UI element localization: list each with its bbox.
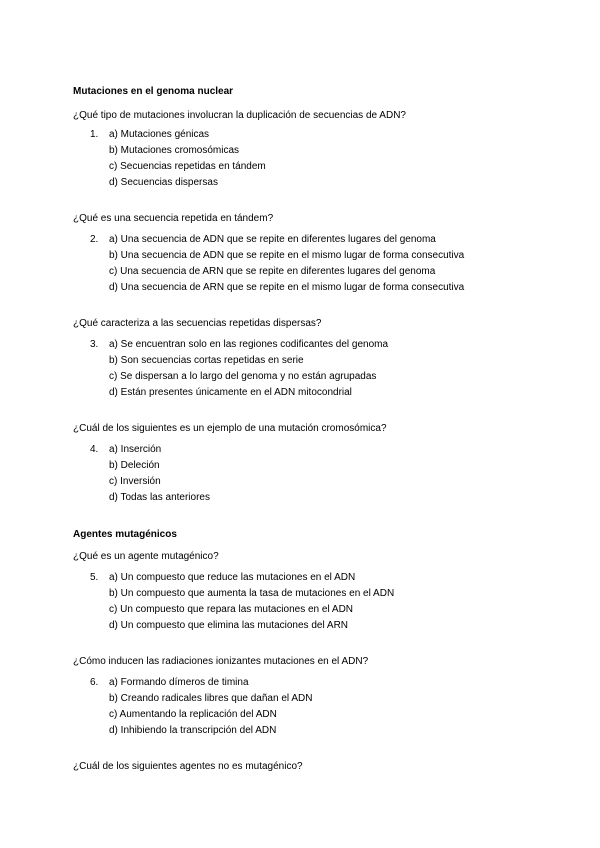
answer-option: a) Un compuesto que reduce las mutaciones en el ADN bbox=[109, 572, 356, 583]
question-prompt: ¿Qué es un agente mutagénico? bbox=[73, 551, 219, 562]
question-prompt: ¿Qué caracteriza a las secuencias repetidas dispersas? bbox=[73, 318, 322, 329]
answer-option: d) Secuencias dispersas bbox=[109, 177, 218, 188]
question-number: 3. bbox=[90, 339, 99, 350]
answer-option: b) Mutaciones cromosómicas bbox=[109, 145, 240, 156]
answer-option: c) Secuencias repetidas en tándem bbox=[109, 161, 266, 172]
question-number: 6. bbox=[90, 677, 99, 688]
answer-option: a) Inserción bbox=[109, 444, 162, 455]
answer-option: a) Una secuencia de ADN que se repite en diferentes lugares del genoma bbox=[109, 234, 436, 245]
answer-option: d) Todas las anteriores bbox=[109, 492, 210, 503]
answer-option: c) Se dispersan a lo largo del genoma y no están agrupadas bbox=[109, 371, 377, 382]
section-title: Agentes mutagénicos bbox=[73, 529, 177, 540]
answer-option: d) Inhibiendo la transcripción del ADN bbox=[109, 725, 277, 736]
answer-option: b) Deleción bbox=[109, 460, 160, 471]
answer-option: d) Un compuesto que elimina las mutaciones del ARN bbox=[109, 620, 349, 631]
answer-option: a) Se encuentran solo en las regiones codificantes del genoma bbox=[109, 339, 389, 350]
question-number: 5. bbox=[90, 572, 99, 583]
answer-option: b) Un compuesto que aumenta la tasa de mutaciones en el ADN bbox=[109, 588, 395, 599]
answer-option: b) Una secuencia de ADN que se repite en el mismo lugar de forma consecutiva bbox=[109, 250, 465, 261]
question-prompt: ¿Qué tipo de mutaciones involucran la duplicación de secuencias de ADN? bbox=[73, 110, 406, 121]
answer-option: c) Una secuencia de ARN que se repite en diferentes lugares del genoma bbox=[109, 266, 436, 277]
answer-option: a) Formando dímeros de timina bbox=[109, 677, 249, 688]
question-prompt: ¿Cuál de los siguientes agentes no es mutagénico? bbox=[73, 761, 303, 772]
answer-option: a) Mutaciones génicas bbox=[109, 129, 210, 140]
question-prompt: ¿Cuál de los siguientes es un ejemplo de una mutación cromosómica? bbox=[73, 423, 387, 434]
section-title: Mutaciones en el genoma nuclear bbox=[73, 86, 234, 97]
question-prompt: ¿Cómo inducen las radiaciones ionizantes mutaciones en el ADN? bbox=[73, 656, 369, 667]
answer-option: b) Creando radicales libres que dañan el ADN bbox=[109, 693, 313, 704]
question-prompt: ¿Qué es una secuencia repetida en tándem? bbox=[73, 213, 274, 224]
answer-option: c) Un compuesto que repara las mutaciones en el ADN bbox=[109, 604, 354, 615]
question-number: 2. bbox=[90, 234, 99, 245]
question-number: 4. bbox=[90, 444, 99, 455]
answer-option: c) Inversión bbox=[109, 476, 161, 487]
answer-option: b) Son secuencias cortas repetidas en serie bbox=[109, 355, 304, 366]
answer-option: d) Están presentes únicamente en el ADN mitocondrial bbox=[109, 387, 352, 398]
answer-option: d) Una secuencia de ARN que se repite en el mismo lugar de forma consecutiva bbox=[109, 282, 465, 293]
question-number: 1. bbox=[90, 129, 99, 140]
answer-option: c) Aumentando la replicación del ADN bbox=[109, 709, 277, 720]
